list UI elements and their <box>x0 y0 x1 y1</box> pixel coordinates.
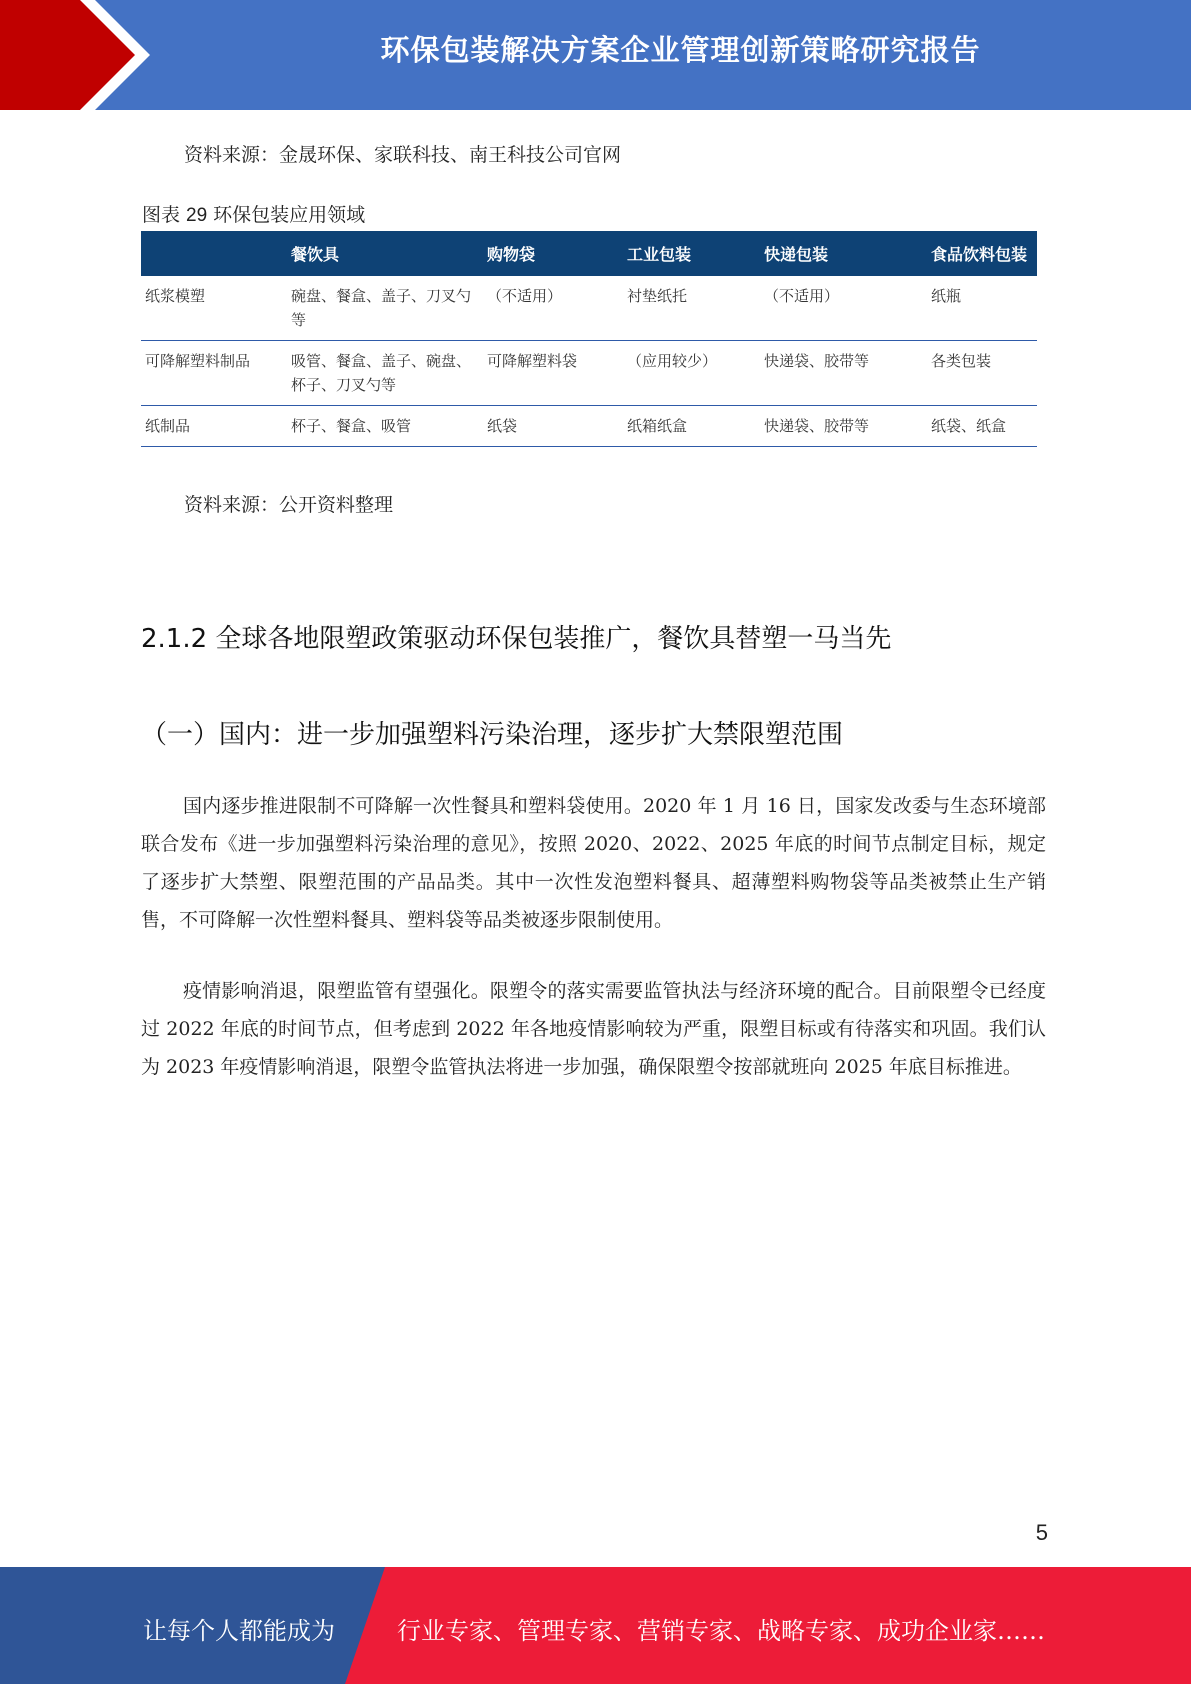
subsection-heading: （一）国内：进一步加强塑料污染治理，逐步扩大禁限塑范围 <box>141 720 844 750</box>
table-cell: 纸瓶 <box>927 276 1037 341</box>
page-header <box>0 0 1191 110</box>
report-title: 环保包装解决方案企业管理创新策略研究报告 <box>380 33 981 67</box>
table-cell: 纸浆模塑 <box>141 276 287 341</box>
header-cell: 食品饮料包装 <box>927 231 1037 276</box>
header-cell: 购物袋 <box>483 231 623 276</box>
table-row <box>141 406 1037 447</box>
caption-prefix: 图表 <box>142 204 181 226</box>
table-row <box>141 276 1037 341</box>
table-header-row <box>141 231 1037 276</box>
table-cell: （不适用） <box>483 276 623 341</box>
table-row <box>141 341 1037 406</box>
header-cell <box>141 231 287 276</box>
table-cell: 纸袋、纸盒 <box>927 406 1037 447</box>
figure-caption <box>142 200 365 227</box>
table-cell: 快递袋、胶带等 <box>760 406 927 447</box>
table-cell: 可降解塑料制品 <box>141 341 287 406</box>
header-cell: 餐饮具 <box>287 231 483 276</box>
application-table <box>141 231 1037 447</box>
section-heading: 2.1.2 全球各地限塑政策驱动环保包装推广，餐饮具替塑一马当先 <box>141 624 892 654</box>
table-cell: 碗盘、餐盒、盖子、刀叉勺等 <box>287 276 483 341</box>
source-note-1: 资料来源：金晟环保、家联科技、南王科技公司官网 <box>184 144 622 166</box>
source-note-2: 资料来源：公开资料整理 <box>184 494 394 516</box>
table-cell: 可降解塑料袋 <box>483 341 623 406</box>
table-cell: （不适用） <box>760 276 927 341</box>
table-cell: 衬垫纸托 <box>623 276 760 341</box>
footer-slogan-right: 行业专家、管理专家、营销专家、战略专家、成功企业家…… <box>397 1617 1045 1645</box>
page-number: 5 <box>1035 1520 1048 1545</box>
table-cell: 快递袋、胶带等 <box>760 341 927 406</box>
caption-number: 29 <box>186 205 208 226</box>
header-chevron-icon <box>0 0 160 110</box>
table-cell: 纸制品 <box>141 406 287 447</box>
body-paragraph: 疫情影响消退，限塑监管有望强化。限塑令的落实需要监管执法与经济环境的配合。目前限塑令已经度过 2022 年底的时间节点，但考虑到 2022 年各地疫情影响较为严重，限塑目标或有待落实和巩固。我们认为 2023 年疫情影响消退，限塑令监管执法将进一步加强，确保限塑令按部就班向 2025 年底目标推进。 <box>141 980 1046 1078</box>
page-footer <box>0 1567 1191 1684</box>
table-cell: 吸管、餐盒、盖子、碗盘、杯子、刀叉勺等 <box>287 341 483 406</box>
footer-slogan-left: 让每个人都能成为 <box>143 1617 335 1645</box>
header-cell: 快递包装 <box>760 231 927 276</box>
table-cell: 杯子、餐盒、吸管 <box>287 406 483 447</box>
table-cell: 纸袋 <box>483 406 623 447</box>
body-paragraph: 国内逐步推进限制不可降解一次性餐具和塑料袋使用。2020 年 1 月 16 日，国家发改委与生态环境部联合发布《进一步加强塑料污染治理的意见》，按照 2020、2022、2025 年底的时间节点制定目标，规定了逐步扩大禁塑、限塑范围的产品品类。其中一次性发泡塑料餐具、超薄塑料购物袋等品类被禁止生产销售，不可降解一次性塑料餐具、塑料袋等品类被逐步限制使用。 <box>141 795 1046 931</box>
table-cell: 纸箱纸盒 <box>623 406 760 447</box>
caption-title: 环保包装应用领域 <box>213 204 366 226</box>
table-cell: 各类包装 <box>927 341 1037 406</box>
table-cell: （应用较少） <box>623 341 760 406</box>
header-cell: 工业包装 <box>623 231 760 276</box>
